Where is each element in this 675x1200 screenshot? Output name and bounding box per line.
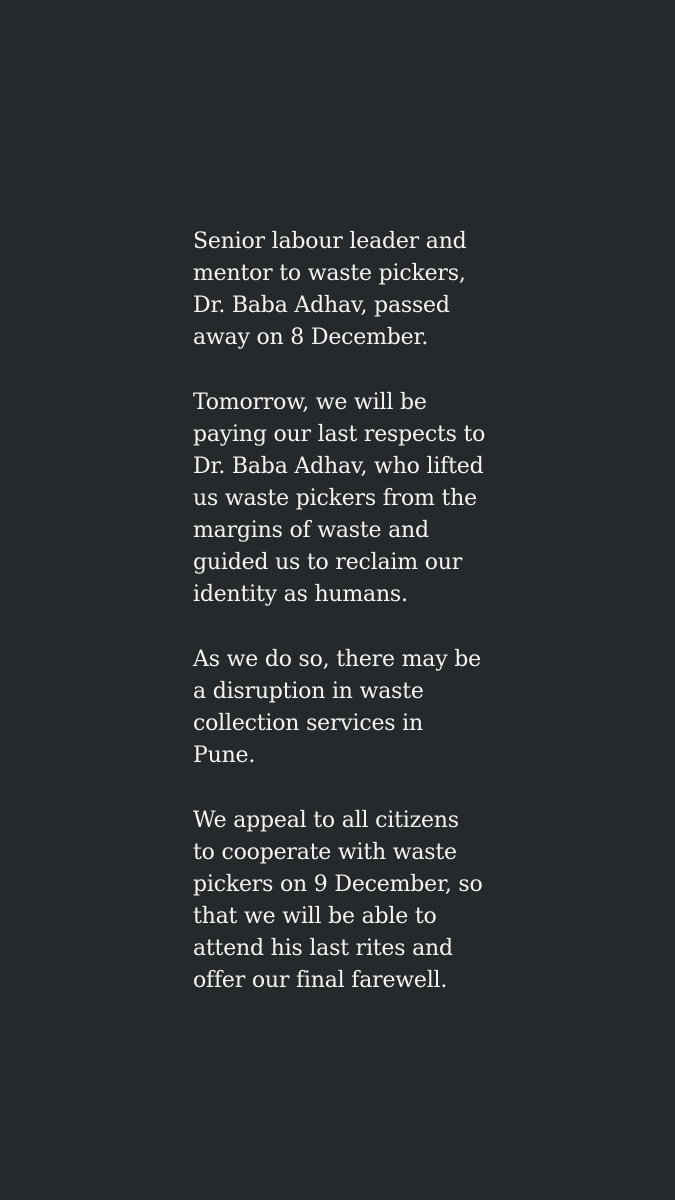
- notice-text-block: [193, 226, 503, 997]
- text-line: Senior labour leader and: [193, 229, 467, 254]
- text-line: Pune.: [193, 743, 256, 768]
- text-line: to cooperate with waste: [193, 840, 457, 865]
- text-line: Dr. Baba Adhav, passed: [193, 293, 450, 318]
- text-line: Dr. Baba Adhav, who lifted: [193, 454, 484, 479]
- text-line: guided us to reclaim our: [193, 550, 463, 575]
- paragraph-tribute: [193, 387, 503, 611]
- paragraph-announcement: [193, 226, 503, 354]
- text-line: us waste pickers from the: [193, 486, 477, 511]
- text-line: paying our last respects to: [193, 422, 486, 447]
- text-line: offer our final farewell.: [193, 968, 448, 993]
- text-line: margins of waste and: [193, 518, 429, 543]
- paragraph-appeal: [193, 805, 503, 997]
- text-line: collection services in: [193, 711, 423, 736]
- text-line: Tomorrow, we will be: [193, 390, 427, 415]
- text-line: pickers on 9 December, so: [193, 872, 483, 897]
- text-line: identity as humans.: [193, 582, 408, 607]
- text-line: a disruption in waste: [193, 679, 424, 704]
- text-line: mentor to waste pickers,: [193, 261, 466, 286]
- paragraph-disruption: [193, 644, 503, 772]
- text-line: As we do so, there may be: [193, 647, 481, 672]
- text-line: that we will be able to: [193, 904, 437, 929]
- text-line: attend his last rites and: [193, 936, 453, 961]
- text-line: away on 8 December.: [193, 325, 429, 350]
- text-line: We appeal to all citizens: [193, 808, 459, 833]
